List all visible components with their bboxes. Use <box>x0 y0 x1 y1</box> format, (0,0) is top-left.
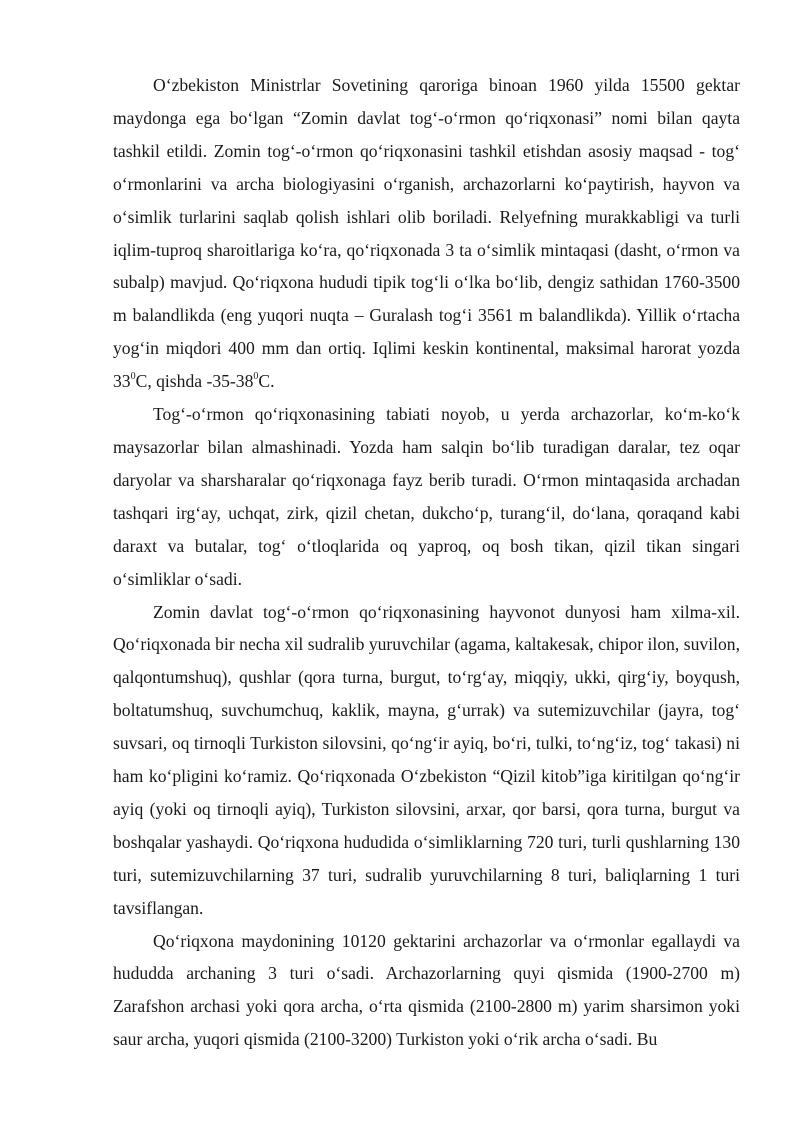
document-page <box>113 69 740 1056</box>
paragraph-1-mid: C, qishda -35-38 <box>135 371 254 392</box>
degree-superscript: 0 <box>253 371 259 383</box>
paragraph-3: Zomin davlat tog‘-o‘rmon qo‘riqxonasining hayvonot dunyosi ham xilma-xil. Qo‘riqxonada bir necha xil sudralib yuruvchilar (agama, kaltakesak, chipor ilon, suvilon, qalqontumshuq), qushlar (qora turna, burgut, to‘rg‘ay, miqqiy, ukki, qirg‘iy, boyqush, boltatumshuq, suvchumchuq, kaklik, mayna, g‘urrak) va sutemizuvchilar (jayra, tog‘ suvsari, oq tirnoqli Turkiston silovsini, qo‘ng‘ir ayiq, bo‘ri, tulki, to‘ng‘iz, tog‘ takasi) ni ham ko‘pligini ko‘ramiz. Qo‘riqxonada O‘zbekiston “Qizil kitob”iga kiritilgan qo‘ng‘ir ayiq (yoki oq tirnoqli ayiq), Turkiston silovsini, arxar, qor barsi, qora turna, burgut va boshqalar yashaydi. Qo‘riqxona hududida o‘simliklarning 720 turi, turli qushlarning 130 turi, sutemizuvchilarning 37 turi, sudralib yuruvchilarning 8 turi, baliqlarning 1 turi tavsiflangan. <box>113 601 740 918</box>
paragraph-1-text: O‘zbekiston Ministrlar Sovetining qaroriga binoan 1960 yilda 15500 gektar maydonga ega bo‘lgan “Zomin davlat tog‘-o‘rmon qo‘riqxonasi” nomi bilan qayta tashkil etildi. Zomin tog‘-o‘rmon qo‘riqxonasini tashkil etishdan asosiy maqsad - tog‘ o‘rmonlarini va archa biologiyasini o‘rganish, archazorlarni ko‘paytirish, hayvon va o‘simlik turlarini saqlab qolish ishlari olib boriladi. Relyefning murakkabligi va turli iqlim-tuproq sharoitlariga ko‘ra, qo‘riqxonada 3 ta o‘simlik mintaqasi (dasht, o‘rmon va subalp) mavjud. Qo‘riqxona hududi tipik tog‘li o‘lka bo‘lib, dengiz sathidan 1760-3500 m balandlikda (eng yuqori nuqta – Guralash tog‘i 3561 m balandlikda). Yillik o‘rtacha yog‘in miqdori 400 mm dan ortiq. Iqlimi keskin kontinental, maksimal harorat yozda 33 <box>113 75 740 392</box>
paragraph-2: Tog‘-o‘rmon qo‘riqxonasining tabiati noyob, u yerda archazorlar, ko‘m-ko‘k maysazorlar bilan almashinadi. Yozda ham salqin bo‘lib turadigan daralar, tez oqar daryolar va sharsharalar qo‘riqxonaga fayz berib turadi. O‘rmon mintaqasida archadan tashqari irg‘ay, uchqat, zirk, qizil chetan, dukcho‘p, turang‘il, do‘lana, qoraqand kabi daraxt va butalar, tog‘ o‘tloqlarida oq yaproq, oq bosh tikan, qizil tikan singari o‘simliklar o‘sadi. <box>113 404 740 589</box>
paragraph-1-end: C. <box>258 371 275 392</box>
paragraph-1 <box>113 69 740 398</box>
paragraph-4: Qo‘riqxona maydonining 10120 gektarini archazorlar va o‘rmonlar egallaydi va hududda archaning 3 turi o‘sadi. Archazorlarning quyi qismida (1900-2700 m) Zarafshon archasi yoki qora archa, o‘rta qismida (2100-2800 m) yarim sharsimon yoki saur archa, yuqori qismida (2100-3200) Turkiston yoki o‘rik archa o‘sadi. Bu <box>113 930 740 1050</box>
degree-superscript: 0 <box>130 371 136 383</box>
